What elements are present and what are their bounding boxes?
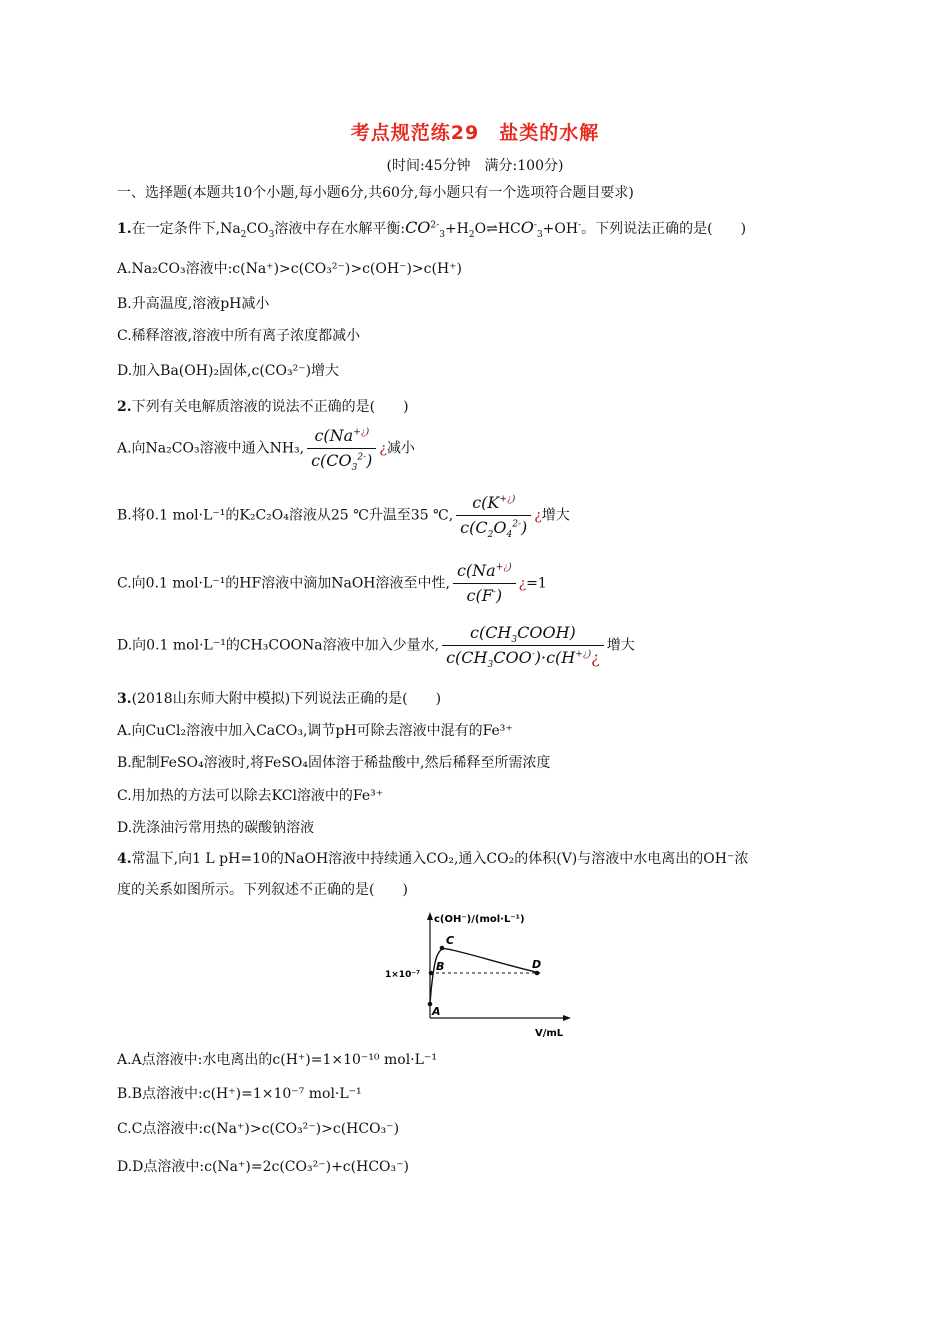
q2-option-b: B.将0.1 mol·L⁻¹的K₂C₂O₄溶液从25 ℃升温至35 ℃, $\frac{c(K^{+¿)}}{c(C_2O_4^{2-})}$ ¿增大 (117, 493, 570, 541)
point-c (440, 946, 445, 951)
point-a-label: A (432, 1005, 441, 1018)
q2-c-glyph: ¿ (518, 575, 527, 592)
q3-stem: 3.(2018山东师大附中模拟)下列说法正确的是( ) (117, 691, 442, 707)
q1-option-b: B.升高温度,溶液pH减小 (117, 296, 270, 312)
fraction-a: $\frac{c(Na^{+¿)}}{c(CO_3^{2-})}$ (307, 426, 376, 471)
q2-option-a: A.向Na₂CO₃溶液中通入NH₃, $\frac{c(Na^{+¿)}}{c(CO_3^{2-})}$ ¿减小 (117, 426, 415, 474)
q4-stem-line1: 4.常温下,向1 L pH=10的NaOH溶液中持续通入CO₂,通入CO₂的体积(V)与溶液中水电离出的OH⁻浓 (117, 851, 749, 867)
q1-option-a: A.Na₂CO₃溶液中:c(Na⁺)>c(CO₃²⁻)>c(OH⁻)>c(H⁺) (117, 261, 463, 277)
q4-option-a: A.A点溶液中:水电离出的c(H⁺)=1×10⁻¹⁰ mol·L⁻¹ (117, 1052, 437, 1068)
point-d (535, 971, 540, 976)
q4-number: 4. (117, 851, 132, 867)
q3-option-d: D.洗涤油污常用热的碳酸钠溶液 (117, 820, 315, 836)
q2-stem: 2.下列有关电解质溶液的说法不正确的是( ) (117, 399, 409, 415)
q3-number: 3. (117, 691, 132, 707)
section-heading: 一、选择题(本题共10个小题,每小题6分,共60分,每小题只有一个选项符合题目要求) (117, 185, 634, 201)
q2-b-glyph: ¿ (534, 507, 542, 524)
x-axis-label: V/mL (535, 1028, 564, 1039)
q4-option-c: C.C点溶液中:c(Na⁺)>c(CO₃²⁻)>c(HCO₃⁻) (117, 1121, 400, 1137)
y-axis-label: c(OH⁻)/(mol·L⁻¹) (434, 914, 525, 925)
point-b (429, 971, 434, 976)
q1-stem: 1.在一定条件下$,Na_2CO_3$溶液中存在水解平衡$:CO^{2-}_3+H_2O\rightleftharpoons HCO^-_3+OH^-$。下列说法正确的是( ) (117, 218, 747, 240)
q3-option-a: A.向CuCl₂溶液中加入CaCO₃,调节pH可除去溶液中混有的Fe³⁺ (117, 723, 513, 739)
q4-stem-line2: 度的关系如图所示。下列叙述不正确的是( ) (117, 882, 408, 898)
y-tick-label: 1×10⁻⁷ (385, 970, 421, 980)
point-d-label: D (532, 958, 542, 971)
fraction-c: $\frac{c(Na^{+¿)}}{c(F^-)}$ (453, 561, 516, 606)
q1-option-d: D.加入Ba(OH)₂固体,c(CO₃²⁻)增大 (117, 363, 340, 379)
series-curve (430, 949, 540, 1004)
fraction-d: $\frac{c(CH_3COOH)}{c(CH_3COO^-)\cdot c(H^{+¿)}¿}$ (442, 623, 604, 668)
q2-number: 2. (117, 399, 132, 415)
page-title: 考点规范练29 盐类的水解 (350, 122, 600, 144)
q2-option-d: D.向0.1 mol·L⁻¹的CH₃COONa溶液中加入少量水, $\frac{c(CH_3COOH)}{c(CH_3COO^-)\cdot c(H^{+¿)}¿}$ 增大 (117, 623, 635, 671)
q3-option-b: B.配制FeSO₄溶液时,将FeSO₄固体溶于稀盐酸中,然后稀释至所需浓度 (117, 755, 551, 771)
page-subtitle: (时间:45分钟 满分:100分) (386, 158, 564, 174)
fraction-b: $\frac{c(K^{+¿)}}{c(C_2O_4^{2-})}$ (456, 493, 531, 538)
point-b-label: B (436, 960, 445, 973)
q4-option-d: D.D点溶液中:c(Na⁺)=2c(CO₃²⁻)+c(HCO₃⁻) (117, 1159, 409, 1175)
q1-option-c: C.稀释溶液,溶液中所有离子浓度都减小 (117, 328, 361, 344)
equilibrium-arrow-icon: ⇌ (486, 221, 498, 237)
x-axis-arrow-icon (563, 1015, 571, 1021)
q2-option-c: C.向0.1 mol·L⁻¹的HF溶液中滴加NaOH溶液至中性, $\frac{c(Na^{+¿)}}{c(F^-)}$ ¿=1 (117, 561, 547, 605)
q4-option-b: B.B点溶液中:c(H⁺)=1×10⁻⁷ mol·L⁻¹ (117, 1086, 362, 1102)
oh-concentration-chart (380, 908, 580, 1043)
y-axis-arrow-icon (427, 912, 433, 920)
q1-number: 1. (117, 221, 132, 237)
q2-a-glyph: ¿ (379, 440, 387, 457)
point-c-label: C (446, 934, 455, 947)
q3-option-c: C.用加热的方法可以除去KCl溶液中的Fe³⁺ (117, 788, 384, 804)
